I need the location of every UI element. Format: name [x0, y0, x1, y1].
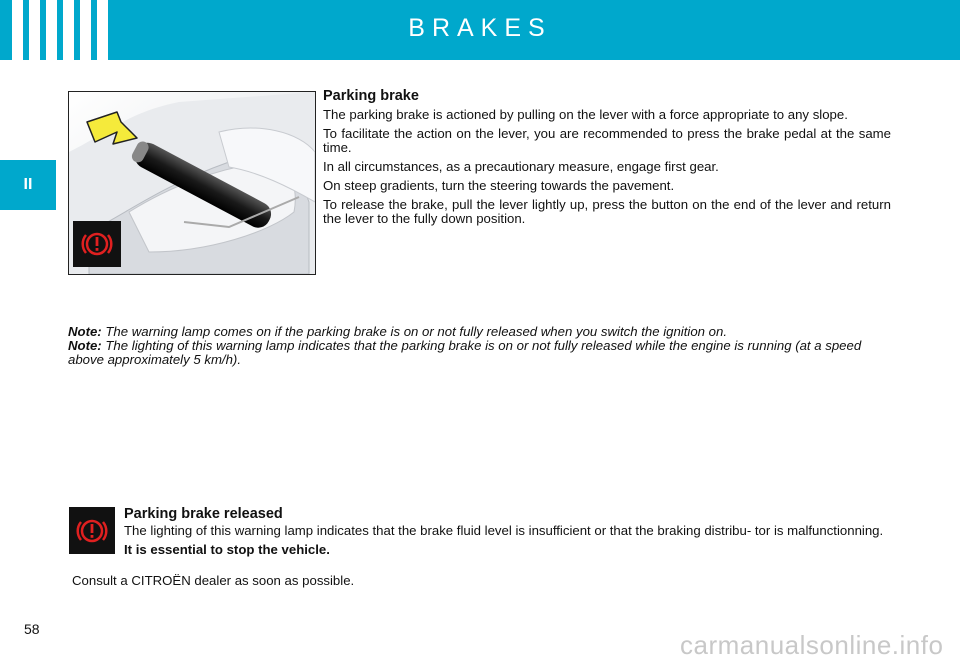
notes	[68, 325, 892, 367]
paragraph: In all circumstances, as a precautionary measure, engage first gear.	[323, 159, 719, 174]
section-heading: Parking brake released	[124, 506, 283, 522]
consult-text: Consult a CITROËN dealer as soon as possible.	[72, 573, 355, 588]
emphasis-text: It is essential to stop the vehicle.	[124, 542, 330, 557]
paragraph: To facilitate the action on the lever, you are recommended to press the brake pedal at the same time.	[323, 126, 891, 155]
chapter-tab: II	[0, 160, 56, 210]
parking-brake-warning-icon	[73, 221, 121, 267]
page-title: BRAKES	[408, 14, 552, 42]
note	[68, 339, 892, 367]
note-text: The warning lamp comes on if the parking brake is on or not fully released when you switch the ignition on.	[105, 324, 727, 339]
note-label: Note:	[68, 324, 102, 339]
parking-brake-released-section	[124, 507, 892, 562]
watermark: carmanualsonline.info	[680, 630, 944, 660]
section-heading: Parking brake	[323, 88, 419, 104]
paragraph: To release the brake, pull the lever lightly up, press the button on the end of the lever and return the lever to the fully down position.	[323, 197, 891, 226]
brake-warning-icon	[69, 507, 115, 554]
parking-brake-section	[323, 89, 891, 231]
header-bar	[0, 0, 960, 60]
paragraph: The parking brake is actioned by pulling on the lever with a force appropriate to any slope.	[323, 107, 848, 122]
note-text: The lighting of this warning lamp indicates that the parking brake is on or not fully released while the engine is running (at a speed above approximately 5 km/h).	[68, 338, 862, 367]
parking-brake-illustration	[68, 91, 316, 275]
note	[68, 325, 892, 339]
page-number: 58	[24, 621, 40, 637]
paragraph: The lighting of this warning lamp indicates that the brake fluid level is insufficient or that the braking distribu- tor is malfunctionning.	[124, 523, 884, 538]
paragraph: On steep gradients, turn the steering towards the pavement.	[323, 178, 675, 193]
note-label: Note:	[68, 338, 102, 353]
